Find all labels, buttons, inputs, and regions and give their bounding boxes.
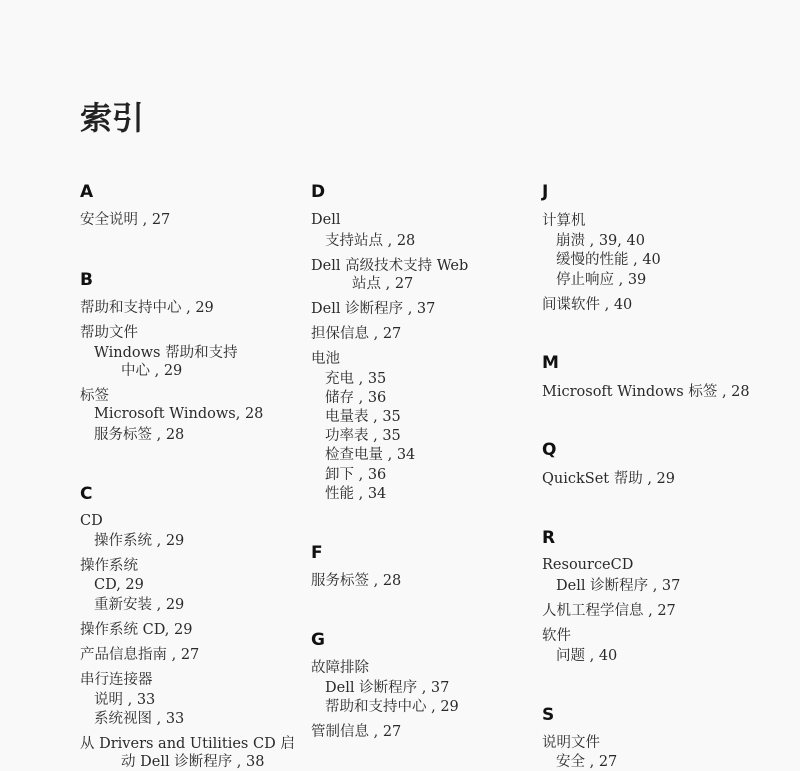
index-subentry: 服务标签 , 28	[94, 427, 185, 443]
index-entry: 安全说明 , 27	[80, 212, 171, 228]
index-subentry: 缓慢的性能 , 40	[556, 252, 661, 268]
index-subentry: 动 Dell 诊断程序 , 38	[121, 754, 265, 770]
index-subentry: 性能 , 34	[325, 486, 387, 502]
index-entry: 标签	[80, 388, 109, 404]
index-subentry: 功率表 , 35	[325, 428, 401, 444]
section-letter-d: D	[311, 182, 326, 202]
index-subentry: CD, 29	[94, 577, 144, 593]
index-entry: Dell 诊断程序 , 37	[311, 301, 436, 317]
index-subentry: 充电 , 35	[325, 371, 387, 387]
index-entry: QuickSet 帮助 , 29	[542, 471, 675, 487]
index-subentry: Microsoft Windows, 28	[94, 406, 264, 422]
index-subentry: 崩溃 , 39, 40	[556, 233, 645, 249]
index-entry: 人机工程学信息 , 27	[542, 603, 676, 619]
index-subentry: 停止响应 , 39	[556, 272, 647, 288]
index-subentry: 安全 , 27	[556, 754, 618, 770]
index-entry: 电池	[311, 351, 340, 367]
index-subentry: 储存 , 36	[325, 390, 387, 406]
index-entry: Dell 高级技术支持 Web	[311, 258, 469, 274]
section-letter-j: J	[542, 182, 549, 202]
section-letter-c: C	[80, 484, 93, 504]
section-letter-g: G	[311, 630, 325, 650]
section-letter-r: R	[542, 528, 556, 548]
index-subentry: 说明 , 33	[94, 692, 156, 708]
index-entry: ResourceCD	[542, 557, 634, 573]
index-subentry: 系统视图 , 33	[94, 711, 185, 727]
index-subentry: Dell 诊断程序 , 37	[325, 680, 450, 696]
section-letter-q: Q	[542, 440, 557, 460]
section-letter-b: B	[80, 270, 93, 290]
index-subentry: 支持站点 , 28	[325, 233, 416, 249]
index-entry: 管制信息 , 27	[311, 724, 402, 740]
index-entry: 从 Drivers and Utilities CD 启	[80, 736, 295, 752]
index-subentry: 重新安装 , 29	[94, 597, 185, 613]
index-entry: 产品信息指南 , 27	[80, 647, 200, 663]
section-letter-f: F	[311, 543, 323, 563]
index-entry: 软件	[542, 628, 571, 644]
index-entry: 说明文件	[542, 735, 600, 751]
index-subentry: 中心 , 29	[121, 363, 183, 379]
section-letter-s: S	[542, 705, 555, 725]
index-entry: Microsoft Windows 标签 , 28	[542, 384, 750, 400]
index-entry: 间谍软件 , 40	[542, 297, 633, 313]
index-subentry: 电量表 , 35	[325, 409, 401, 425]
index-subentry: 帮助和支持中心 , 29	[325, 699, 459, 715]
index-entry: Dell	[311, 212, 341, 228]
index-subentry: Dell 诊断程序 , 37	[556, 578, 681, 594]
section-letter-a: A	[80, 182, 94, 202]
index-entry: 操作系统 CD, 29	[80, 622, 193, 638]
index-subentry: 卸下 , 36	[325, 467, 387, 483]
index-subentry: 问题 , 40	[556, 648, 618, 664]
index-entry: 服务标签 , 28	[311, 573, 402, 589]
index-subentry: 操作系统 , 29	[94, 533, 185, 549]
section-letter-m: M	[542, 353, 559, 373]
index-subentry: Windows 帮助和支持	[94, 345, 238, 361]
index-subentry: 检查电量 , 34	[325, 447, 416, 463]
index-entry: 帮助和支持中心 , 29	[80, 300, 214, 316]
index-entry: CD	[80, 513, 103, 529]
index-entry: 计算机	[542, 213, 586, 229]
index-entry: 串行连接器	[80, 672, 153, 688]
page-title: 索引	[80, 99, 145, 137]
index-entry: 故障排除	[311, 660, 369, 676]
index-entry: 操作系统	[80, 558, 138, 574]
index-entry: 帮助文件	[80, 325, 138, 341]
index-entry: 担保信息 , 27	[311, 326, 402, 342]
index-subentry: 站点 , 27	[352, 276, 414, 292]
